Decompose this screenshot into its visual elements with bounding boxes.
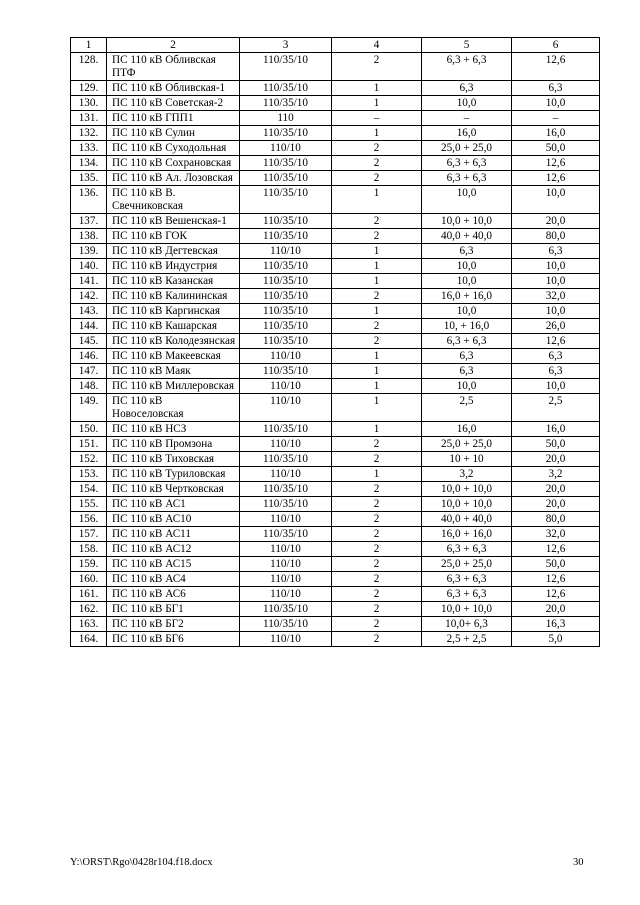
substation-name-cell: ПС 110 кВ АС15 xyxy=(107,557,240,572)
transformer-capacity-cell: 2,5 + 2,5 xyxy=(422,632,512,647)
table-row xyxy=(71,214,600,229)
table-row xyxy=(71,467,600,482)
voltage-class-cell: 110/35/10 xyxy=(240,274,332,289)
total-capacity-cell: 20,0 xyxy=(512,214,600,229)
total-capacity-cell: 80,0 xyxy=(512,512,600,527)
voltage-class-cell: 110/35/10 xyxy=(240,126,332,141)
voltage-class-cell: 110/10 xyxy=(240,244,332,259)
substation-name-cell: ПС 110 кВ Новоселовская xyxy=(107,394,240,422)
table-row xyxy=(71,274,600,289)
row-number-cell: 129. xyxy=(71,81,107,96)
transformer-count-cell: 1 xyxy=(332,422,422,437)
substation-name-cell: ПС 110 кВ АС12 xyxy=(107,542,240,557)
voltage-class-cell: 110/35/10 xyxy=(240,482,332,497)
transformer-count-cell: 2 xyxy=(332,497,422,512)
total-capacity-cell: 20,0 xyxy=(512,497,600,512)
transformer-count-cell: 2 xyxy=(332,527,422,542)
voltage-class-cell: 110/10 xyxy=(240,512,332,527)
transformer-capacity-cell: 10 + 10 xyxy=(422,452,512,467)
row-number-cell: 131. xyxy=(71,111,107,126)
table-row xyxy=(71,349,600,364)
substation-name-cell: ПС 110 кВ АС11 xyxy=(107,527,240,542)
row-number-cell: 153. xyxy=(71,467,107,482)
substation-name-cell: ПС 110 кВ АС4 xyxy=(107,572,240,587)
transformer-capacity-cell: 16,0 + 16,0 xyxy=(422,527,512,542)
voltage-class-cell: 110/35/10 xyxy=(240,81,332,96)
table-row xyxy=(71,319,600,334)
transformer-capacity-cell: 25,0 + 25,0 xyxy=(422,141,512,156)
total-capacity-cell: 12,6 xyxy=(512,542,600,557)
voltage-class-cell: 110/10 xyxy=(240,394,332,422)
row-number-cell: 151. xyxy=(71,437,107,452)
row-number-cell: 161. xyxy=(71,587,107,602)
transformer-count-cell: 1 xyxy=(332,259,422,274)
row-number-cell: 130. xyxy=(71,96,107,111)
row-number-cell: 140. xyxy=(71,259,107,274)
row-number-cell: 136. xyxy=(71,186,107,214)
substation-name-cell: ПС 110 кВ ГПП1 xyxy=(107,111,240,126)
table-header-row xyxy=(71,38,600,53)
voltage-class-cell: 110/35/10 xyxy=(240,96,332,111)
table-row xyxy=(71,364,600,379)
total-capacity-cell: 10,0 xyxy=(512,274,600,289)
voltage-class-cell: 110/10 xyxy=(240,141,332,156)
table-row xyxy=(71,81,600,96)
substation-table xyxy=(70,37,600,647)
table-row xyxy=(71,572,600,587)
transformer-count-cell: 2 xyxy=(332,156,422,171)
voltage-class-cell: 110/35/10 xyxy=(240,364,332,379)
transformer-count-cell: 2 xyxy=(332,482,422,497)
substation-name-cell: ПС 110 кВ АС1 xyxy=(107,497,240,512)
transformer-capacity-cell: 6,3 xyxy=(422,364,512,379)
row-number-cell: 154. xyxy=(71,482,107,497)
transformer-count-cell: 1 xyxy=(332,96,422,111)
table-row xyxy=(71,632,600,647)
row-number-cell: 147. xyxy=(71,364,107,379)
total-capacity-cell: 2,5 xyxy=(512,394,600,422)
total-capacity-cell: 50,0 xyxy=(512,437,600,452)
substation-name-cell: ПС 110 кВ Кашарская xyxy=(107,319,240,334)
transformer-count-cell: 2 xyxy=(332,437,422,452)
row-number-cell: 133. xyxy=(71,141,107,156)
row-number-cell: 135. xyxy=(71,171,107,186)
substation-name-cell: ПС 110 кВ Сулин xyxy=(107,126,240,141)
transformer-count-cell: – xyxy=(332,111,422,126)
substation-name-cell: ПС 110 кВ Тиховская xyxy=(107,452,240,467)
table-row xyxy=(71,437,600,452)
transformer-count-cell: 2 xyxy=(332,572,422,587)
table-row xyxy=(71,289,600,304)
transformer-count-cell: 2 xyxy=(332,141,422,156)
total-capacity-cell: 12,6 xyxy=(512,587,600,602)
voltage-class-cell: 110/35/10 xyxy=(240,422,332,437)
transformer-capacity-cell: 10,0 xyxy=(422,186,512,214)
table-row xyxy=(71,259,600,274)
row-number-cell: 160. xyxy=(71,572,107,587)
total-capacity-cell: 6,3 xyxy=(512,81,600,96)
voltage-class-cell: 110/35/10 xyxy=(240,214,332,229)
transformer-capacity-cell: 10,0 xyxy=(422,96,512,111)
transformer-count-cell: 2 xyxy=(332,229,422,244)
row-number-cell: 137. xyxy=(71,214,107,229)
voltage-class-cell: 110/10 xyxy=(240,467,332,482)
substation-name-cell: ПС 110 кВ Индустрия xyxy=(107,259,240,274)
transformer-capacity-cell: 10,0 xyxy=(422,274,512,289)
row-number-cell: 128. xyxy=(71,53,107,81)
transformer-count-cell: 1 xyxy=(332,244,422,259)
total-capacity-cell: 6,3 xyxy=(512,364,600,379)
voltage-class-cell: 110/10 xyxy=(240,542,332,557)
substation-name-cell: ПС 110 кВ Чертковская xyxy=(107,482,240,497)
transformer-count-cell: 2 xyxy=(332,587,422,602)
table-row xyxy=(71,527,600,542)
substation-name-cell: ПС 110 кВ Миллеровская xyxy=(107,379,240,394)
transformer-capacity-cell: 6,3 + 6,3 xyxy=(422,156,512,171)
transformer-count-cell: 1 xyxy=(332,304,422,319)
table-row xyxy=(71,452,600,467)
table-row xyxy=(71,394,600,422)
total-capacity-cell: 12,6 xyxy=(512,572,600,587)
total-capacity-cell: 10,0 xyxy=(512,96,600,111)
table-row xyxy=(71,244,600,259)
column-header-1: 1 xyxy=(71,38,107,53)
total-capacity-cell: 80,0 xyxy=(512,229,600,244)
table-row xyxy=(71,482,600,497)
voltage-class-cell: 110/10 xyxy=(240,557,332,572)
transformer-capacity-cell: 10, + 16,0 xyxy=(422,319,512,334)
total-capacity-cell: 10,0 xyxy=(512,379,600,394)
row-number-cell: 139. xyxy=(71,244,107,259)
transformer-capacity-cell: 6,3 + 6,3 xyxy=(422,572,512,587)
transformer-capacity-cell: 6,3 xyxy=(422,81,512,96)
footer-file-path: Y:\ORST\Rgo\0428r104.f18.docx xyxy=(70,857,213,868)
substation-name-cell: ПС 110 кВ БГ6 xyxy=(107,632,240,647)
table-row xyxy=(71,497,600,512)
row-number-cell: 159. xyxy=(71,557,107,572)
table-row xyxy=(71,587,600,602)
total-capacity-cell: 16,0 xyxy=(512,422,600,437)
table-row xyxy=(71,111,600,126)
transformer-count-cell: 2 xyxy=(332,171,422,186)
total-capacity-cell: 10,0 xyxy=(512,304,600,319)
transformer-capacity-cell: – xyxy=(422,111,512,126)
substation-name-cell: ПС 110 кВ Колодезянская xyxy=(107,334,240,349)
row-number-cell: 155. xyxy=(71,497,107,512)
transformer-count-cell: 1 xyxy=(332,274,422,289)
transformer-count-cell: 1 xyxy=(332,467,422,482)
transformer-capacity-cell: 6,3 + 6,3 xyxy=(422,171,512,186)
voltage-class-cell: 110/10 xyxy=(240,437,332,452)
transformer-count-cell: 2 xyxy=(332,617,422,632)
row-number-cell: 148. xyxy=(71,379,107,394)
substation-name-cell: ПС 110 кВ Вешенская-1 xyxy=(107,214,240,229)
table-row xyxy=(71,334,600,349)
transformer-count-cell: 2 xyxy=(332,512,422,527)
table-row xyxy=(71,186,600,214)
total-capacity-cell: 3,2 xyxy=(512,467,600,482)
row-number-cell: 149. xyxy=(71,394,107,422)
voltage-class-cell: 110/10 xyxy=(240,379,332,394)
transformer-count-cell: 1 xyxy=(332,126,422,141)
total-capacity-cell: 50,0 xyxy=(512,557,600,572)
row-number-cell: 141. xyxy=(71,274,107,289)
total-capacity-cell: 32,0 xyxy=(512,527,600,542)
substation-name-cell: ПС 110 кВ АС6 xyxy=(107,587,240,602)
transformer-capacity-cell: 10,0 + 10,0 xyxy=(422,482,512,497)
transformer-capacity-cell: 10,0 + 10,0 xyxy=(422,214,512,229)
row-number-cell: 162. xyxy=(71,602,107,617)
transformer-count-cell: 2 xyxy=(332,289,422,304)
transformer-count-cell: 1 xyxy=(332,81,422,96)
total-capacity-cell: 12,6 xyxy=(512,171,600,186)
transformer-capacity-cell: 40,0 + 40,0 xyxy=(422,512,512,527)
total-capacity-cell: 50,0 xyxy=(512,141,600,156)
transformer-capacity-cell: 6,3 + 6,3 xyxy=(422,334,512,349)
total-capacity-cell: 26,0 xyxy=(512,319,600,334)
transformer-count-cell: 1 xyxy=(332,186,422,214)
transformer-count-cell: 2 xyxy=(332,557,422,572)
substation-name-cell: ПС 110 кВ Маяк xyxy=(107,364,240,379)
row-number-cell: 156. xyxy=(71,512,107,527)
table-row xyxy=(71,96,600,111)
transformer-capacity-cell: 6,3 + 6,3 xyxy=(422,587,512,602)
total-capacity-cell: 12,6 xyxy=(512,53,600,81)
transformer-capacity-cell: 16,0 xyxy=(422,422,512,437)
table-row xyxy=(71,602,600,617)
transformer-capacity-cell: 40,0 + 40,0 xyxy=(422,229,512,244)
transformer-count-cell: 2 xyxy=(332,602,422,617)
transformer-count-cell: 1 xyxy=(332,379,422,394)
transformer-capacity-cell: 6,3 xyxy=(422,244,512,259)
total-capacity-cell: 20,0 xyxy=(512,482,600,497)
transformer-capacity-cell: 10,0 + 10,0 xyxy=(422,602,512,617)
transformer-capacity-cell: 10,0 xyxy=(422,379,512,394)
voltage-class-cell: 110/35/10 xyxy=(240,229,332,244)
total-capacity-cell: 16,3 xyxy=(512,617,600,632)
substation-name-cell: ПС 110 кВ Ал. Лозовская xyxy=(107,171,240,186)
substation-name-cell: ПС 110 кВ ГОК xyxy=(107,229,240,244)
total-capacity-cell: 16,0 xyxy=(512,126,600,141)
substation-name-cell: ПС 110 кВ Промзона xyxy=(107,437,240,452)
row-number-cell: 150. xyxy=(71,422,107,437)
substation-name-cell: ПС 110 кВ Суходольная xyxy=(107,141,240,156)
voltage-class-cell: 110/35/10 xyxy=(240,304,332,319)
substation-name-cell: ПС 110 кВ Обливская ПТФ xyxy=(107,53,240,81)
transformer-count-cell: 1 xyxy=(332,349,422,364)
table-row xyxy=(71,156,600,171)
voltage-class-cell: 110/35/10 xyxy=(240,289,332,304)
column-header-6: 6 xyxy=(512,38,600,53)
page-number: 30 xyxy=(573,857,584,868)
substation-name-cell: ПС 110 кВ БГ1 xyxy=(107,602,240,617)
substation-name-cell: ПС 110 кВ АС10 xyxy=(107,512,240,527)
total-capacity-cell: 20,0 xyxy=(512,602,600,617)
transformer-capacity-cell: 2,5 xyxy=(422,394,512,422)
row-number-cell: 164. xyxy=(71,632,107,647)
row-number-cell: 146. xyxy=(71,349,107,364)
table-row xyxy=(71,379,600,394)
row-number-cell: 138. xyxy=(71,229,107,244)
table-row xyxy=(71,617,600,632)
total-capacity-cell: 10,0 xyxy=(512,259,600,274)
substation-name-cell: ПС 110 кВ Дегтевская xyxy=(107,244,240,259)
table-row xyxy=(71,126,600,141)
row-number-cell: 145. xyxy=(71,334,107,349)
transformer-capacity-cell: 16,0 xyxy=(422,126,512,141)
substation-name-cell: ПС 110 кВ Казанская xyxy=(107,274,240,289)
voltage-class-cell: 110 xyxy=(240,111,332,126)
total-capacity-cell: – xyxy=(512,111,600,126)
table-row xyxy=(71,141,600,156)
voltage-class-cell: 110/35/10 xyxy=(240,53,332,81)
substation-name-cell: ПС 110 кВ Макеевская xyxy=(107,349,240,364)
substation-name-cell: ПС 110 кВ Советская-2 xyxy=(107,96,240,111)
voltage-class-cell: 110/35/10 xyxy=(240,497,332,512)
column-header-2: 2 xyxy=(107,38,240,53)
table-row xyxy=(71,229,600,244)
transformer-capacity-cell: 6,3 + 6,3 xyxy=(422,542,512,557)
substation-name-cell: ПС 110 кВ НСЗ xyxy=(107,422,240,437)
column-header-5: 5 xyxy=(422,38,512,53)
row-number-cell: 143. xyxy=(71,304,107,319)
total-capacity-cell: 12,6 xyxy=(512,156,600,171)
voltage-class-cell: 110/35/10 xyxy=(240,617,332,632)
row-number-cell: 152. xyxy=(71,452,107,467)
transformer-count-cell: 2 xyxy=(332,334,422,349)
transformer-capacity-cell: 10,0 + 10,0 xyxy=(422,497,512,512)
substation-name-cell: ПС 110 кВ В. Свечниковская xyxy=(107,186,240,214)
transformer-capacity-cell: 10,0+ 6,3 xyxy=(422,617,512,632)
transformer-capacity-cell: 16,0 + 16,0 xyxy=(422,289,512,304)
row-number-cell: 144. xyxy=(71,319,107,334)
transformer-capacity-cell: 10,0 xyxy=(422,304,512,319)
table-row xyxy=(71,171,600,186)
row-number-cell: 158. xyxy=(71,542,107,557)
column-header-4: 4 xyxy=(332,38,422,53)
total-capacity-cell: 12,6 xyxy=(512,334,600,349)
voltage-class-cell: 110/10 xyxy=(240,572,332,587)
voltage-class-cell: 110/10 xyxy=(240,632,332,647)
voltage-class-cell: 110/10 xyxy=(240,587,332,602)
transformer-count-cell: 2 xyxy=(332,214,422,229)
voltage-class-cell: 110/35/10 xyxy=(240,171,332,186)
table-row xyxy=(71,512,600,527)
transformer-capacity-cell: 25,0 + 25,0 xyxy=(422,557,512,572)
row-number-cell: 163. xyxy=(71,617,107,632)
transformer-capacity-cell: 3,2 xyxy=(422,467,512,482)
table-row xyxy=(71,53,600,81)
transformer-count-cell: 2 xyxy=(332,542,422,557)
table-row xyxy=(71,422,600,437)
table-body xyxy=(71,38,600,647)
total-capacity-cell: 6,3 xyxy=(512,349,600,364)
total-capacity-cell: 10,0 xyxy=(512,186,600,214)
transformer-count-cell: 1 xyxy=(332,394,422,422)
voltage-class-cell: 110/35/10 xyxy=(240,602,332,617)
table-row xyxy=(71,542,600,557)
total-capacity-cell: 20,0 xyxy=(512,452,600,467)
total-capacity-cell: 5,0 xyxy=(512,632,600,647)
substation-name-cell: ПС 110 кВ Туриловская xyxy=(107,467,240,482)
voltage-class-cell: 110/35/10 xyxy=(240,259,332,274)
total-capacity-cell: 6,3 xyxy=(512,244,600,259)
voltage-class-cell: 110/35/10 xyxy=(240,452,332,467)
row-number-cell: 142. xyxy=(71,289,107,304)
voltage-class-cell: 110/10 xyxy=(240,349,332,364)
column-header-3: 3 xyxy=(240,38,332,53)
transformer-capacity-cell: 6,3 xyxy=(422,349,512,364)
transformer-capacity-cell: 6,3 + 6,3 xyxy=(422,53,512,81)
table-row xyxy=(71,557,600,572)
row-number-cell: 132. xyxy=(71,126,107,141)
transformer-count-cell: 2 xyxy=(332,319,422,334)
voltage-class-cell: 110/35/10 xyxy=(240,334,332,349)
voltage-class-cell: 110/35/10 xyxy=(240,527,332,542)
transformer-count-cell: 2 xyxy=(332,452,422,467)
substation-name-cell: ПС 110 кВ Каргинская xyxy=(107,304,240,319)
transformer-count-cell: 2 xyxy=(332,632,422,647)
voltage-class-cell: 110/35/10 xyxy=(240,186,332,214)
substation-name-cell: ПС 110 кВ Сохрановская xyxy=(107,156,240,171)
substation-name-cell: ПС 110 кВ БГ2 xyxy=(107,617,240,632)
transformer-capacity-cell: 10,0 xyxy=(422,259,512,274)
row-number-cell: 157. xyxy=(71,527,107,542)
voltage-class-cell: 110/35/10 xyxy=(240,319,332,334)
substation-name-cell: ПС 110 кВ Обливская-1 xyxy=(107,81,240,96)
row-number-cell: 134. xyxy=(71,156,107,171)
transformer-count-cell: 1 xyxy=(332,364,422,379)
total-capacity-cell: 32,0 xyxy=(512,289,600,304)
table-row xyxy=(71,304,600,319)
transformer-count-cell: 2 xyxy=(332,53,422,81)
transformer-capacity-cell: 25,0 + 25,0 xyxy=(422,437,512,452)
voltage-class-cell: 110/35/10 xyxy=(240,156,332,171)
substation-name-cell: ПС 110 кВ Калининская xyxy=(107,289,240,304)
